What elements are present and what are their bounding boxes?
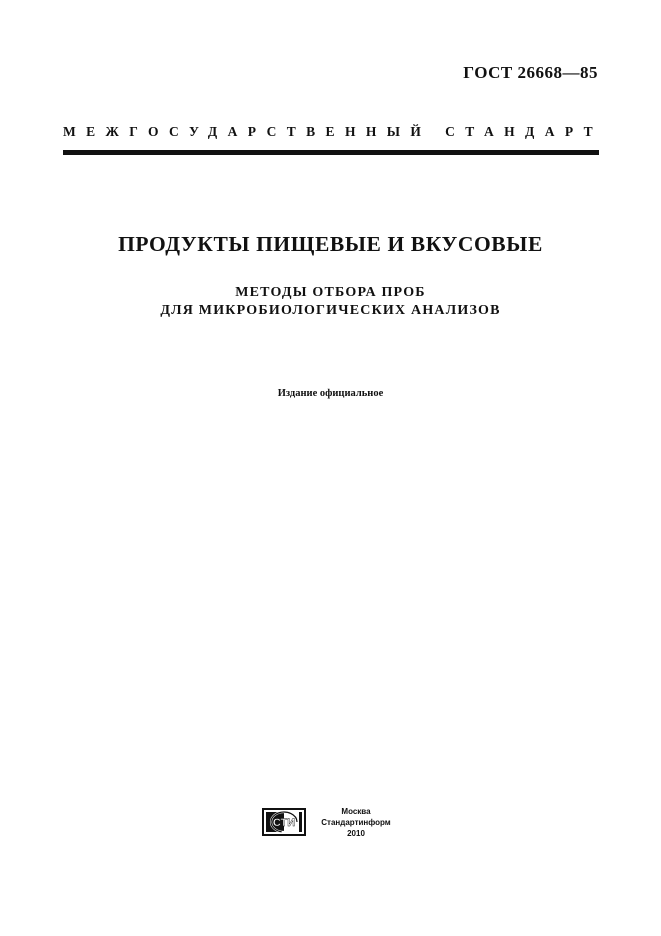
standard-type-heading: МЕЖГОСУДАРСТВЕННЫЙ СТАНДАРТ	[63, 124, 604, 139]
subtitle-line-1: МЕТОДЫ ОТБОРА ПРОБ	[235, 285, 426, 300]
subtitle-line-2: ДЛЯ МИКРОБИОЛОГИЧЕСКИХ АНАЛИЗОВ	[160, 303, 501, 318]
document-title: ПРОДУКТЫ ПИЩЕВЫЕ И ВКУСОВЫЕ	[118, 232, 543, 256]
document-number: ГОСТ 26668—85	[463, 63, 598, 82]
publisher-name: Стандартинформ	[321, 818, 391, 827]
logo-lettering: СТИ	[272, 817, 296, 829]
publisher-city: Москва	[341, 807, 371, 816]
header-divider	[63, 150, 599, 155]
publication-year: 2010	[347, 829, 365, 838]
publisher-info	[311, 806, 401, 839]
document-subtitle	[0, 284, 661, 320]
standartinform-logo-icon	[262, 808, 306, 836]
edition-label: Издание официальное	[277, 388, 384, 399]
